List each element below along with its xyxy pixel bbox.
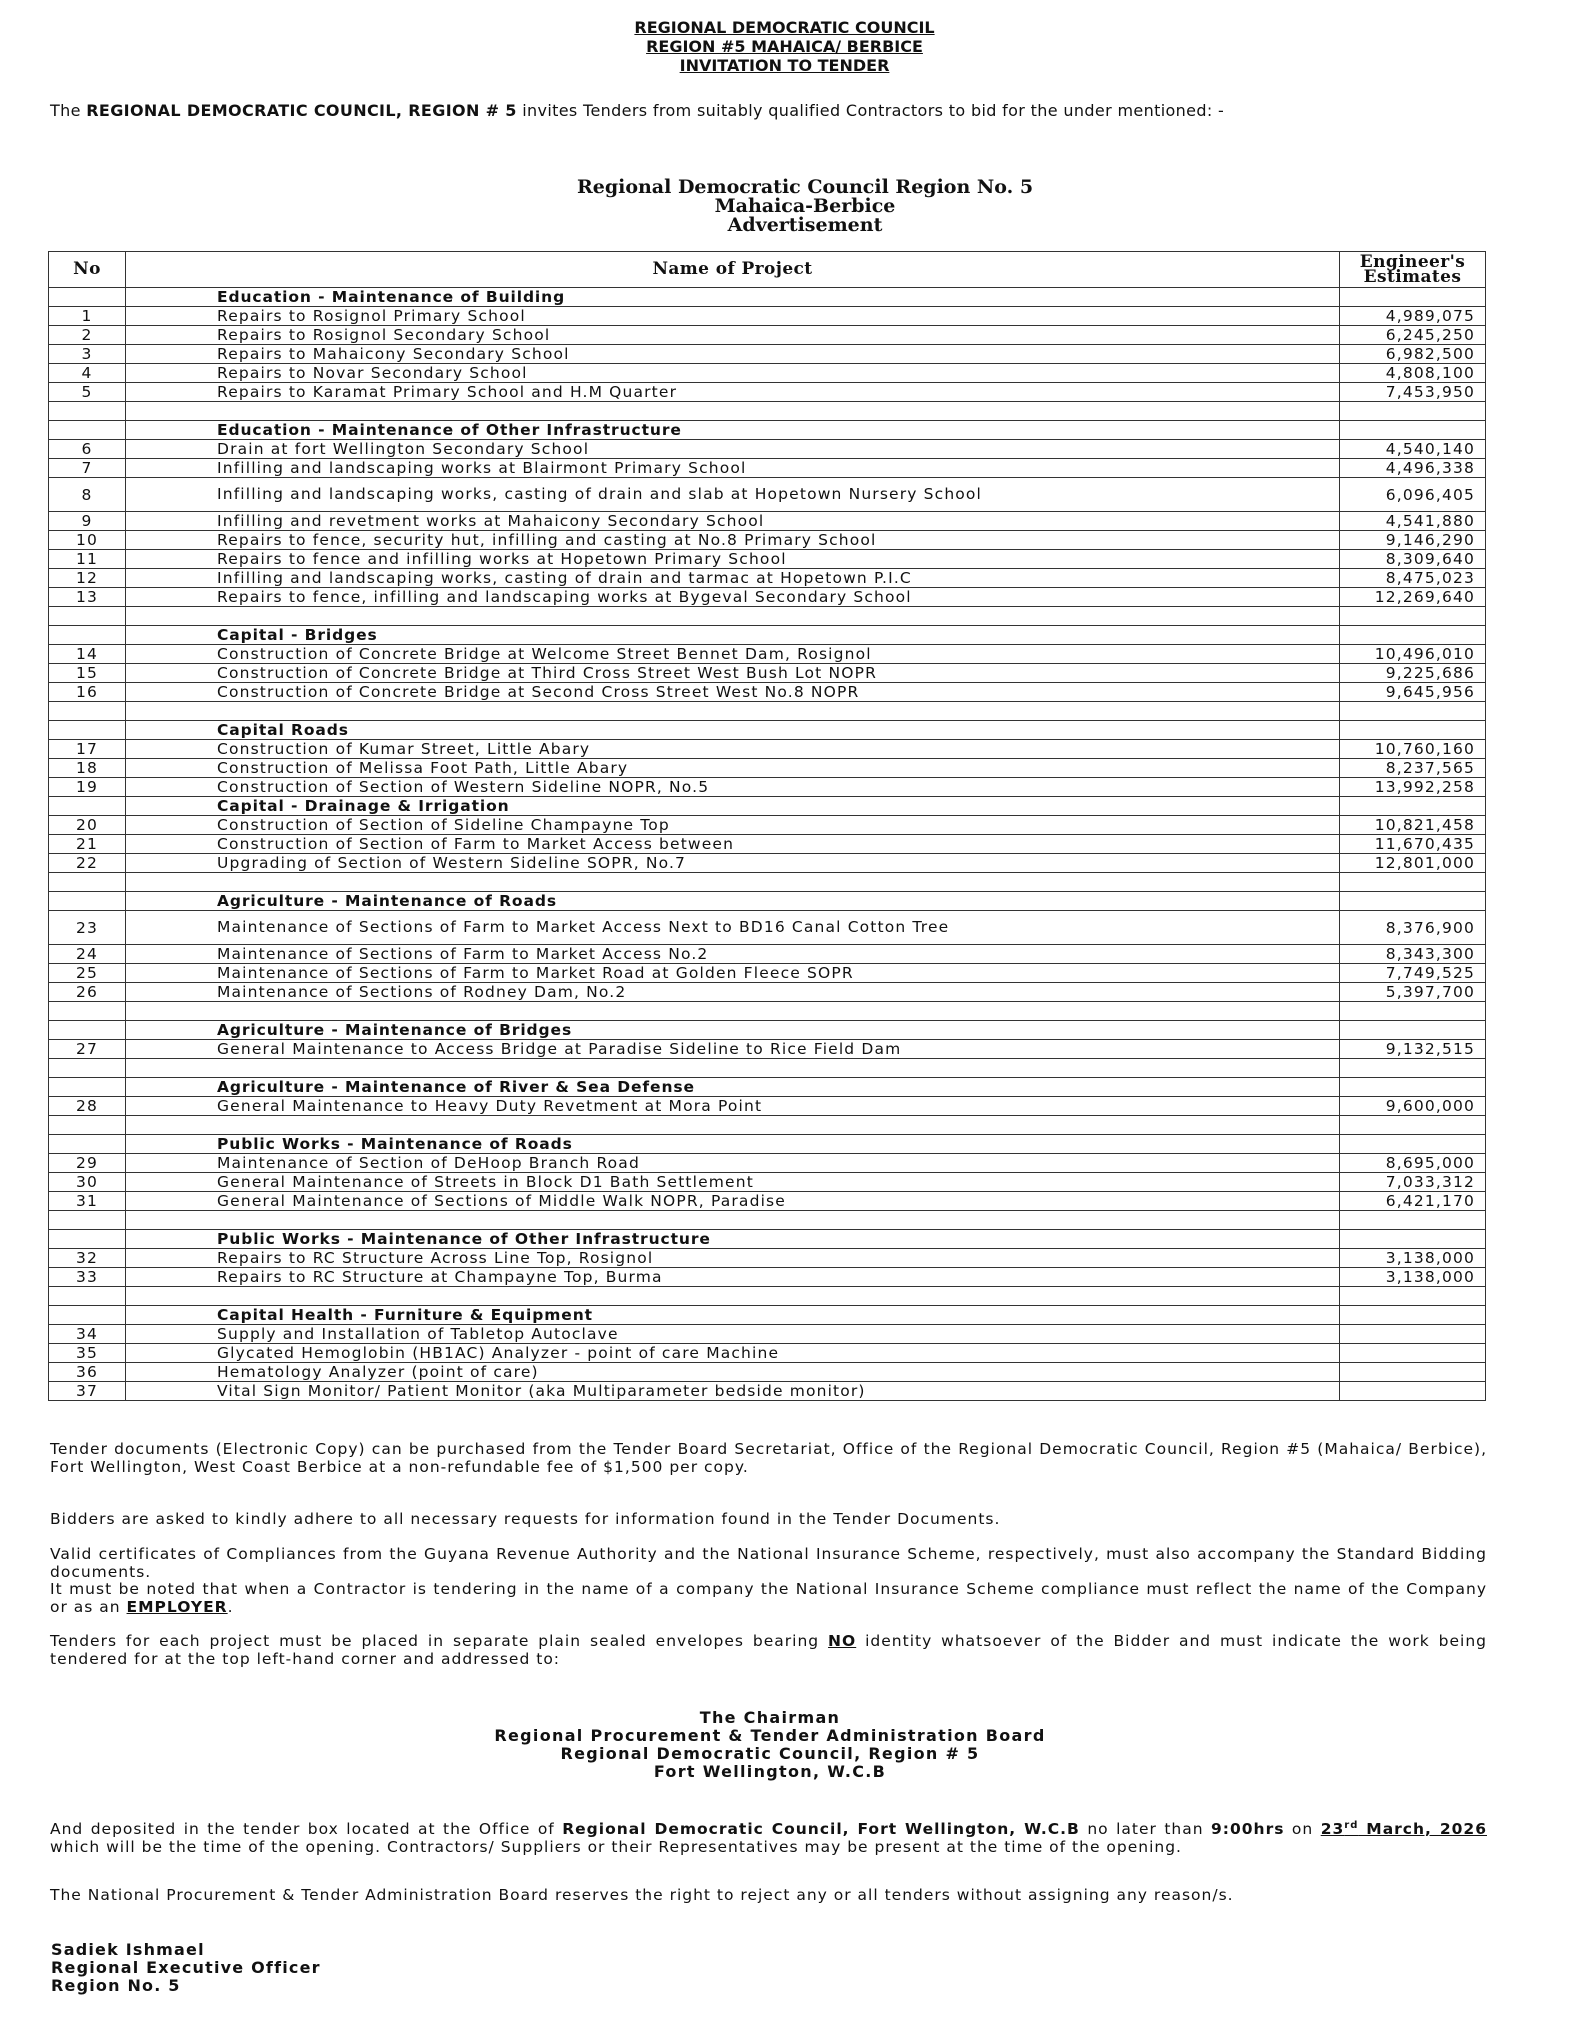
spacer-cell — [126, 1002, 1340, 1021]
project-name: Maintenance of Section of DeHoop Branch Road — [126, 1154, 1340, 1173]
table-row — [49, 964, 1486, 983]
section-estimate-cell — [1340, 721, 1486, 740]
section-no-cell — [49, 288, 126, 307]
engineer-estimate: 8,343,300 — [1340, 945, 1486, 964]
table-row — [49, 478, 1486, 512]
section-estimate-cell — [1340, 421, 1486, 440]
address-line-3: Regional Democratic Council, Region # 5 — [560, 1744, 980, 1763]
section-estimate-cell — [1340, 288, 1486, 307]
spacer-row — [49, 1002, 1486, 1021]
section-title: Capital - Bridges — [126, 626, 1340, 645]
address-line-1: The Chairman — [699, 1708, 841, 1727]
project-name: Construction of Section of Western Sideline NOPR, No.5 — [126, 778, 1340, 797]
table-row — [49, 364, 1486, 383]
section-no-cell — [49, 626, 126, 645]
project-number: 7 — [49, 459, 126, 478]
engineer-estimate — [1340, 1344, 1486, 1363]
project-name: Upgrading of Section of Western Sideline SOPR, No.7 — [126, 854, 1340, 873]
section-title: Public Works - Maintenance of Roads — [126, 1135, 1340, 1154]
project-number: 35 — [49, 1344, 126, 1363]
project-name: Construction of Section of Sideline Champayne Top — [126, 816, 1340, 835]
section-row — [49, 797, 1486, 816]
spacer-cell — [49, 1287, 126, 1306]
project-number: 13 — [49, 588, 126, 607]
section-title: Agriculture - Maintenance of Bridges — [126, 1021, 1340, 1040]
spacer-cell — [126, 1116, 1340, 1135]
project-name: Supply and Installation of Tabletop Autoclave — [126, 1325, 1340, 1344]
paragraph-nis-note: It must be noted that when a Contractor is tendering in the name of a company the National Insurance Scheme compliance must reflect the name of the Company or as an EMPLOYER. — [50, 1580, 1487, 1616]
project-number: 9 — [49, 512, 126, 531]
engineer-estimate: 4,541,880 — [1340, 512, 1486, 531]
project-name: Construction of Concrete Bridge at Welcome Street Bennet Dam, Rosignol — [126, 645, 1340, 664]
table-row — [49, 1249, 1486, 1268]
table-row — [49, 307, 1486, 326]
section-title: Capital Roads — [126, 721, 1340, 740]
deposit-time: 9:00hrs — [1211, 1820, 1285, 1839]
project-number: 18 — [49, 759, 126, 778]
engineer-estimate: 7,749,525 — [1340, 964, 1486, 983]
spacer-cell — [1340, 607, 1486, 626]
spacer-cell — [49, 607, 126, 626]
paragraph-reserve-right: The National Procurement & Tender Administration Board reserves the right to reject any or all tenders without assigning any reason/s. — [50, 1886, 1234, 1904]
section-no-cell — [49, 1135, 126, 1154]
section-title: Capital Health - Furniture & Equipment — [126, 1306, 1340, 1325]
table-row — [49, 816, 1486, 835]
project-name: Construction of Concrete Bridge at Second Cross Street West No.8 NOPR — [126, 683, 1340, 702]
spacer-cell — [1340, 1059, 1486, 1078]
engineer-estimate: 4,540,140 — [1340, 440, 1486, 459]
project-number: 23 — [49, 911, 126, 945]
section-no-cell — [49, 1021, 126, 1040]
engineer-estimate: 9,225,686 — [1340, 664, 1486, 683]
engineer-estimate: 8,695,000 — [1340, 1154, 1486, 1173]
tender-table — [48, 251, 1486, 1401]
table-row — [49, 1344, 1486, 1363]
section-row — [49, 1135, 1486, 1154]
project-name: Construction of Kumar Street, Little Abary — [126, 740, 1340, 759]
engineer-estimate: 8,376,900 — [1340, 911, 1486, 945]
project-name: General Maintenance to Access Bridge at Paradise Sideline to Rice Field Dam — [126, 1040, 1340, 1059]
project-number: 21 — [49, 835, 126, 854]
table-row — [49, 1268, 1486, 1287]
project-number: 19 — [49, 778, 126, 797]
section-no-cell — [49, 797, 126, 816]
engineer-estimate: 7,033,312 — [1340, 1173, 1486, 1192]
section-estimate-cell — [1340, 797, 1486, 816]
engineer-estimate: 4,989,075 — [1340, 307, 1486, 326]
section-title: Capital - Drainage & Irrigation — [126, 797, 1340, 816]
paragraph-deposit: And deposited in the tender box located at the Office of Regional Democratic Council, Fort Wellington, W.C.B no later than 9:00hrs on 23rd March, 2026 which will be the time of the opening. Contractors/ Suppliers or their Representatives may be present at the time of the opening. — [50, 1820, 1487, 1856]
engineer-estimate: 6,982,500 — [1340, 345, 1486, 364]
engineer-estimate: 8,237,565 — [1340, 759, 1486, 778]
spacer-cell — [1340, 1287, 1486, 1306]
paragraph-tender-documents: Tender documents (Electronic Copy) can be purchased from the Tender Board Secretariat, Office of the Regional Democratic Council, Region #5 (Mahaica/ Berbice), Fort Wellington, West Coast Berbice at a non-refundable fee of $1,500 per copy. — [50, 1440, 1487, 1476]
header-line-1: REGIONAL DEMOCRATIC COUNCIL — [634, 18, 935, 37]
spacer-cell — [49, 1002, 126, 1021]
project-name: Vital Sign Monitor/ Patient Monitor (aka Multiparameter bedside monitor) — [126, 1382, 1340, 1401]
no-emphasis: NO — [828, 1632, 857, 1650]
table-row — [49, 569, 1486, 588]
table-row — [49, 512, 1486, 531]
project-number: 26 — [49, 983, 126, 1002]
engineer-estimate — [1340, 1382, 1486, 1401]
engineer-estimate: 5,397,700 — [1340, 983, 1486, 1002]
section-title: Education - Maintenance of Building — [126, 288, 1340, 307]
project-number: 37 — [49, 1382, 126, 1401]
engineer-estimate: 4,496,338 — [1340, 459, 1486, 478]
engineer-estimate: 3,138,000 — [1340, 1249, 1486, 1268]
table-row — [49, 588, 1486, 607]
section-estimate-cell — [1340, 1135, 1486, 1154]
spacer-cell — [1340, 702, 1486, 721]
section-no-cell — [49, 892, 126, 911]
spacer-cell — [1340, 1211, 1486, 1230]
project-number: 2 — [49, 326, 126, 345]
project-number: 6 — [49, 440, 126, 459]
section-row — [49, 1078, 1486, 1097]
engineer-estimate: 12,269,640 — [1340, 588, 1486, 607]
table-row — [49, 778, 1486, 797]
spacer-cell — [49, 1059, 126, 1078]
signatory-title: Regional Executive Officer — [51, 1958, 321, 1977]
engineer-estimate: 6,421,170 — [1340, 1192, 1486, 1211]
project-number: 33 — [49, 1268, 126, 1287]
column-header-name: Name of Project — [126, 252, 1340, 288]
project-name: Infilling and landscaping works, casting of drain and tarmac at Hopetown P.I.C — [126, 569, 1340, 588]
project-number: 29 — [49, 1154, 126, 1173]
intro-paragraph: The REGIONAL DEMOCRATIC COUNCIL, REGION # 5 invites Tenders from suitably qualified Contractors to bid for the under mentioned: - — [50, 101, 1225, 120]
spacer-row — [49, 1116, 1486, 1135]
spacer-cell — [1340, 1002, 1486, 1021]
deposit-date: 23rd March, 2026 — [1320, 1820, 1487, 1839]
paragraph-envelopes: Tenders for each project must be placed in separate plain sealed envelopes bearing NO identity whatsoever of the Bidder and must indicate the work being tendered for at the top left-hand corner and addressed to: — [50, 1632, 1487, 1668]
table-row — [49, 1325, 1486, 1344]
spacer-row — [49, 1287, 1486, 1306]
project-number: 1 — [49, 307, 126, 326]
project-number: 36 — [49, 1363, 126, 1382]
table-row — [49, 1097, 1486, 1116]
address-line-2: Regional Procurement & Tender Administration Board — [494, 1726, 1046, 1745]
spacer-row — [49, 1211, 1486, 1230]
project-number: 17 — [49, 740, 126, 759]
project-number: 30 — [49, 1173, 126, 1192]
project-number: 16 — [49, 683, 126, 702]
project-name: Repairs to fence, security hut, infilling and casting at No.8 Primary School — [126, 531, 1340, 550]
table-row — [49, 740, 1486, 759]
project-number: 32 — [49, 1249, 126, 1268]
project-number: 20 — [49, 816, 126, 835]
spacer-cell — [126, 1287, 1340, 1306]
project-name: Construction of Concrete Bridge at Third Cross Street West Bush Lot NOPR — [126, 664, 1340, 683]
section-estimate-cell — [1340, 892, 1486, 911]
table-row — [49, 645, 1486, 664]
section-estimate-cell — [1340, 1230, 1486, 1249]
table-header-row — [49, 252, 1486, 288]
spacer-cell — [126, 402, 1340, 421]
project-name: General Maintenance to Heavy Duty Revetment at Mora Point — [126, 1097, 1340, 1116]
section-row — [49, 626, 1486, 645]
table-row — [49, 459, 1486, 478]
advert-title-line-3: Advertisement — [727, 214, 883, 236]
header-line-2: REGION #5 MAHAICA/ BERBICE — [646, 37, 923, 56]
engineer-estimate: 11,670,435 — [1340, 835, 1486, 854]
section-no-cell — [49, 1078, 126, 1097]
section-no-cell — [49, 421, 126, 440]
spacer-cell — [49, 1116, 126, 1135]
intro-council-name: REGIONAL DEMOCRATIC COUNCIL, REGION # 5 — [86, 101, 517, 120]
project-name: Repairs to RC Structure at Champayne Top, Burma — [126, 1268, 1340, 1287]
project-number: 27 — [49, 1040, 126, 1059]
spacer-cell — [126, 1059, 1340, 1078]
section-no-cell — [49, 1306, 126, 1325]
table-row — [49, 1363, 1486, 1382]
advert-title-line-2: Mahaica-Berbice — [714, 195, 896, 217]
project-number: 24 — [49, 945, 126, 964]
project-name: Maintenance of Sections of Farm to Market Access No.2 — [126, 945, 1340, 964]
table-row — [49, 683, 1486, 702]
engineer-estimate: 10,760,160 — [1340, 740, 1486, 759]
table-row — [49, 326, 1486, 345]
engineer-estimate: 6,096,405 — [1340, 478, 1486, 512]
project-name: Repairs to Mahaicony Secondary School — [126, 345, 1340, 364]
spacer-cell — [49, 873, 126, 892]
project-name: Hematology Analyzer (point of care) — [126, 1363, 1340, 1382]
project-number: 34 — [49, 1325, 126, 1344]
project-number: 25 — [49, 964, 126, 983]
spacer-cell — [126, 1211, 1340, 1230]
column-header-estimate: Engineer's Estimates — [1340, 252, 1486, 288]
engineer-estimate: 9,645,956 — [1340, 683, 1486, 702]
spacer-row — [49, 1059, 1486, 1078]
engineer-estimate: 10,821,458 — [1340, 816, 1486, 835]
section-estimate-cell — [1340, 626, 1486, 645]
project-name: Drain at fort Wellington Secondary School — [126, 440, 1340, 459]
section-estimate-cell — [1340, 1306, 1486, 1325]
project-number: 8 — [49, 478, 126, 512]
section-row — [49, 892, 1486, 911]
project-name: Maintenance of Sections of Farm to Market Access Next to BD16 Canal Cotton Tree — [126, 911, 1340, 945]
spacer-row — [49, 873, 1486, 892]
table-row — [49, 1382, 1486, 1401]
project-number: 22 — [49, 854, 126, 873]
section-row — [49, 421, 1486, 440]
deposit-office: Regional Democratic Council, Fort Wellington, W.C.B — [562, 1820, 1080, 1839]
project-name: General Maintenance of Streets in Block D1 Bath Settlement — [126, 1173, 1340, 1192]
project-name: Construction of Section of Farm to Market Access between — [126, 835, 1340, 854]
table-row — [49, 854, 1486, 873]
paragraph-adhere: Bidders are asked to kindly adhere to all necessary requests for information found in the Tender Documents. — [50, 1510, 1001, 1528]
spacer-cell — [1340, 873, 1486, 892]
project-number: 12 — [49, 569, 126, 588]
project-name: Infilling and revetment works at Mahaicony Secondary School — [126, 512, 1340, 531]
section-row — [49, 721, 1486, 740]
spacer-cell — [126, 607, 1340, 626]
table-row — [49, 759, 1486, 778]
project-number: 28 — [49, 1097, 126, 1116]
project-name: Infilling and landscaping works, casting of drain and slab at Hopetown Nursery School — [126, 478, 1340, 512]
table-row — [49, 1040, 1486, 1059]
spacer-cell — [126, 702, 1340, 721]
section-title: Public Works - Maintenance of Other Infrastructure — [126, 1230, 1340, 1249]
table-row — [49, 531, 1486, 550]
table-row — [49, 911, 1486, 945]
spacer-row — [49, 702, 1486, 721]
project-number: 15 — [49, 664, 126, 683]
table-row — [49, 383, 1486, 402]
address-line-4: Fort Wellington, W.C.B — [653, 1762, 887, 1781]
employer-emphasis: EMPLOYER — [126, 1597, 228, 1616]
section-row — [49, 288, 1486, 307]
table-row — [49, 440, 1486, 459]
engineer-estimate: 7,453,950 — [1340, 383, 1486, 402]
spacer-cell — [49, 402, 126, 421]
engineer-estimate: 9,600,000 — [1340, 1097, 1486, 1116]
section-title: Agriculture - Maintenance of River & Sea Defense — [126, 1078, 1340, 1097]
project-name: Repairs to fence and infilling works at Hopetown Primary School — [126, 550, 1340, 569]
engineer-estimate: 10,496,010 — [1340, 645, 1486, 664]
signatory-name: Sadiek Ishmael — [51, 1940, 205, 1959]
section-no-cell — [49, 721, 126, 740]
project-name: Repairs to Karamat Primary School and H.M Quarter — [126, 383, 1340, 402]
table-row — [49, 945, 1486, 964]
engineer-estimate: 9,132,515 — [1340, 1040, 1486, 1059]
spacer-cell — [126, 873, 1340, 892]
project-number: 31 — [49, 1192, 126, 1211]
table-row — [49, 1154, 1486, 1173]
header-line-3: INVITATION TO TENDER — [679, 56, 890, 75]
table-row — [49, 1192, 1486, 1211]
project-name: Glycated Hemoglobin (HB1AC) Analyzer - point of care Machine — [126, 1344, 1340, 1363]
engineer-estimate: 6,245,250 — [1340, 326, 1486, 345]
project-name: Construction of Melissa Foot Path, Little Abary — [126, 759, 1340, 778]
project-name: Repairs to fence, infilling and landscaping works at Bygeval Secondary School — [126, 588, 1340, 607]
project-number: 11 — [49, 550, 126, 569]
table-row — [49, 983, 1486, 1002]
spacer-row — [49, 607, 1486, 626]
table-row — [49, 1173, 1486, 1192]
engineer-estimate — [1340, 1363, 1486, 1382]
project-name: Maintenance of Sections of Rodney Dam, No.2 — [126, 983, 1340, 1002]
section-estimate-cell — [1340, 1021, 1486, 1040]
project-name: Repairs to Rosignol Primary School — [126, 307, 1340, 326]
project-name: Maintenance of Sections of Farm to Market Road at Golden Fleece SOPR — [126, 964, 1340, 983]
advert-title-line-1: Regional Democratic Council Region No. 5 — [576, 176, 1034, 198]
table-body — [49, 288, 1486, 1401]
table-row — [49, 345, 1486, 364]
table-row — [49, 835, 1486, 854]
section-row — [49, 1306, 1486, 1325]
engineer-estimate: 8,309,640 — [1340, 550, 1486, 569]
column-header-no: No — [49, 252, 126, 288]
section-row — [49, 1230, 1486, 1249]
section-title: Agriculture - Maintenance of Roads — [126, 892, 1340, 911]
engineer-estimate: 12,801,000 — [1340, 854, 1486, 873]
spacer-row — [49, 402, 1486, 421]
section-estimate-cell — [1340, 1078, 1486, 1097]
project-name: Repairs to Novar Secondary School — [126, 364, 1340, 383]
project-name: Infilling and landscaping works at Blairmont Primary School — [126, 459, 1340, 478]
spacer-cell — [49, 1211, 126, 1230]
spacer-cell — [1340, 402, 1486, 421]
section-row — [49, 1021, 1486, 1040]
signatory-region: Region No. 5 — [51, 1976, 181, 1995]
project-number: 14 — [49, 645, 126, 664]
project-number: 5 — [49, 383, 126, 402]
engineer-estimate: 4,808,100 — [1340, 364, 1486, 383]
table-row — [49, 550, 1486, 569]
table-row — [49, 664, 1486, 683]
project-name: Repairs to Rosignol Secondary School — [126, 326, 1340, 345]
project-number: 4 — [49, 364, 126, 383]
engineer-estimate: 9,146,290 — [1340, 531, 1486, 550]
project-number: 10 — [49, 531, 126, 550]
engineer-estimate — [1340, 1325, 1486, 1344]
spacer-cell — [1340, 1116, 1486, 1135]
project-name: General Maintenance of Sections of Middle Walk NOPR, Paradise — [126, 1192, 1340, 1211]
section-title: Education - Maintenance of Other Infrastructure — [126, 421, 1340, 440]
project-number: 3 — [49, 345, 126, 364]
engineer-estimate: 8,475,023 — [1340, 569, 1486, 588]
paragraph-certificates: Valid certificates of Compliances from the Guyana Revenue Authority and the National Insurance Scheme, respectively, must also accompany the Standard Bidding documents. — [50, 1545, 1487, 1581]
engineer-estimate: 3,138,000 — [1340, 1268, 1486, 1287]
engineer-estimate: 13,992,258 — [1340, 778, 1486, 797]
project-name: Repairs to RC Structure Across Line Top, Rosignol — [126, 1249, 1340, 1268]
spacer-cell — [49, 702, 126, 721]
section-no-cell — [49, 1230, 126, 1249]
